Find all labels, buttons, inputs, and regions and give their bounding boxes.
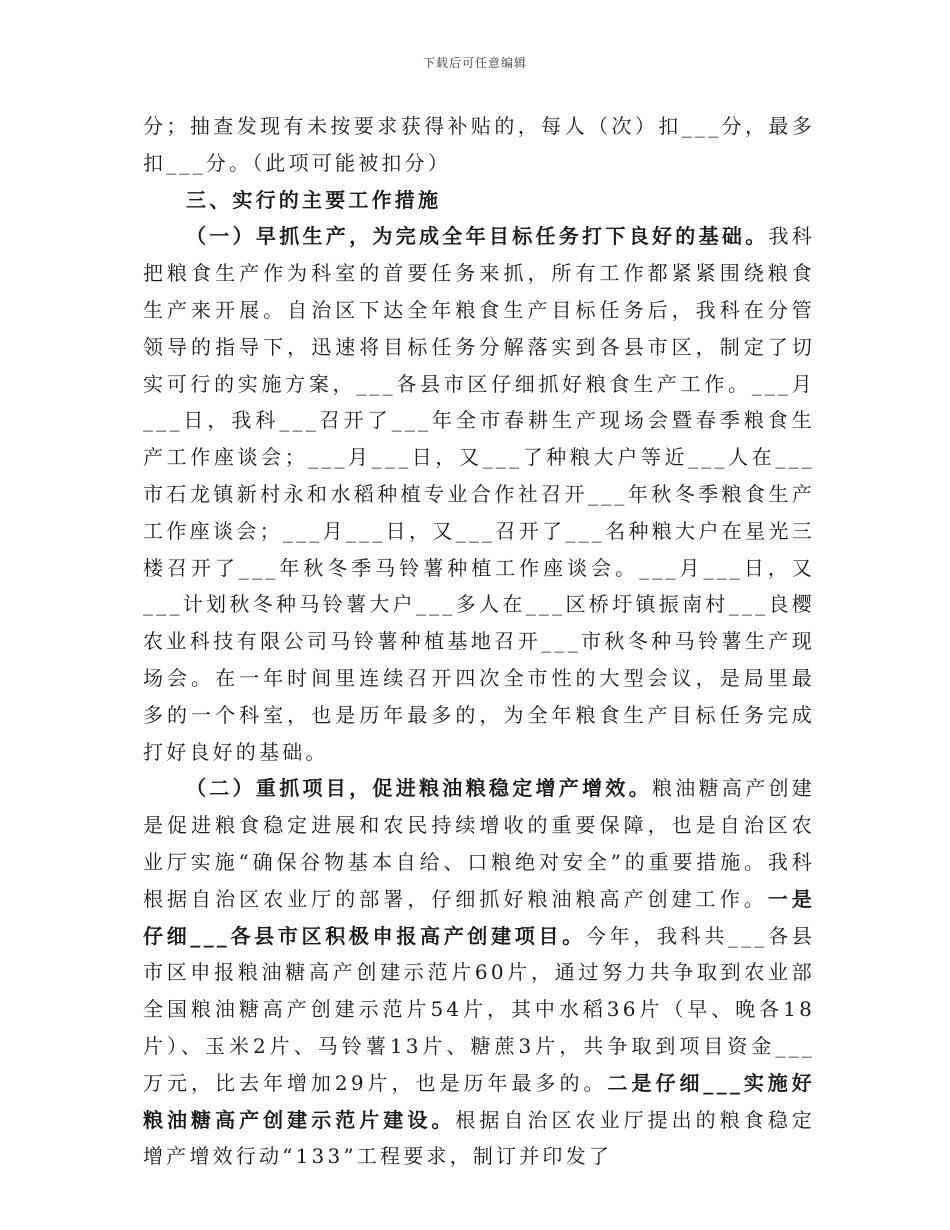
section-heading: 三、实行的主要工作措施: [186, 187, 442, 212]
point-one: 一是仔细___各县市区积极申报高产创建项目。: [143, 886, 815, 948]
paragraph-body: 粮油糖高产创建是促进粮食稳定进展和农民持续增收的重要保障，也是自治区农业厅实施“确保谷物基本自给、口粮绝对安全”的重要措施。我科根据自治区农业厅的部署，仔细抓好粮油粮高产创建工作。: [143, 776, 815, 911]
paragraph-continuation: 分；抽查发现有未按要求获得补贴的，每人（次）扣___分，最多扣___分。（此项可能被扣分）: [143, 114, 815, 175]
paragraph-body: 根据自治区农业厅提出的粮食稳定增产增效行动“133”工程要求，制订并印发了: [143, 1107, 816, 1169]
paragraph-body: 今年，我科共___各县市区申报粮油糖高产创建示范片60片，通过努力共争取到农业部全国粮油糖高产创建示范片54片，其中水稻36片（早、晚各18片）、玉米2片、马铃薯13片、糖蔗3片，共争取到项目资金___万元，比去年增加29片，也是历年最多的。: [143, 923, 815, 1095]
paragraph-lead: （二）重抓项目，促进粮油粮稳定增产增效。: [186, 776, 652, 801]
point-two: 二是仔细___实施好粮油糖高产创建示范片建设。: [143, 1070, 816, 1132]
paragraph-early-production: [143, 218, 815, 770]
paragraph-lead: （一）早抓生产，为完成全年目标任务打下良好的基础。: [186, 224, 769, 249]
paragraph-key-projects: [143, 770, 815, 1175]
page-header: 下载后可任意编辑: [422, 56, 527, 70]
paragraph-body: 我科把粮食生产作为科室的首要任务来抓，所有工作都紧紧围绕粮食生产来开展。自治区下达全年粮食生产目标任务后，我科在分管领导的指导下，迅速将目标任务分解落实到各县市区，制定了切实可行的实施方案，___各县市区仔细抓好粮食生产工作。___月___日，我科___召开了___年全市春耕生产现场会暨春季粮食生产工作座谈会；___月___日，又___了种粮大户等近___人在___市石龙镇新村永和水稻种植专业合作社召开___年秋冬季粮食生产工作座谈会；___月___日，又___召开了___名种粮大户在星光三楼召开了___年秋冬季马铃薯种植工作座谈会。___月___日，又___计划秋冬种马铃薯大户___多人在___区桥圩镇振南村___良樱农业科技有限公司马铃薯种植基地召开___市秋冬种马铃薯生产现场会。在一年时间里连续召开四次全市性的大型会议，是局里最多的一个科室，也是历年最多的，为全年粮食生产目标任务完成打好良好的基础。: [143, 224, 816, 764]
document-body: [143, 108, 815, 1175]
